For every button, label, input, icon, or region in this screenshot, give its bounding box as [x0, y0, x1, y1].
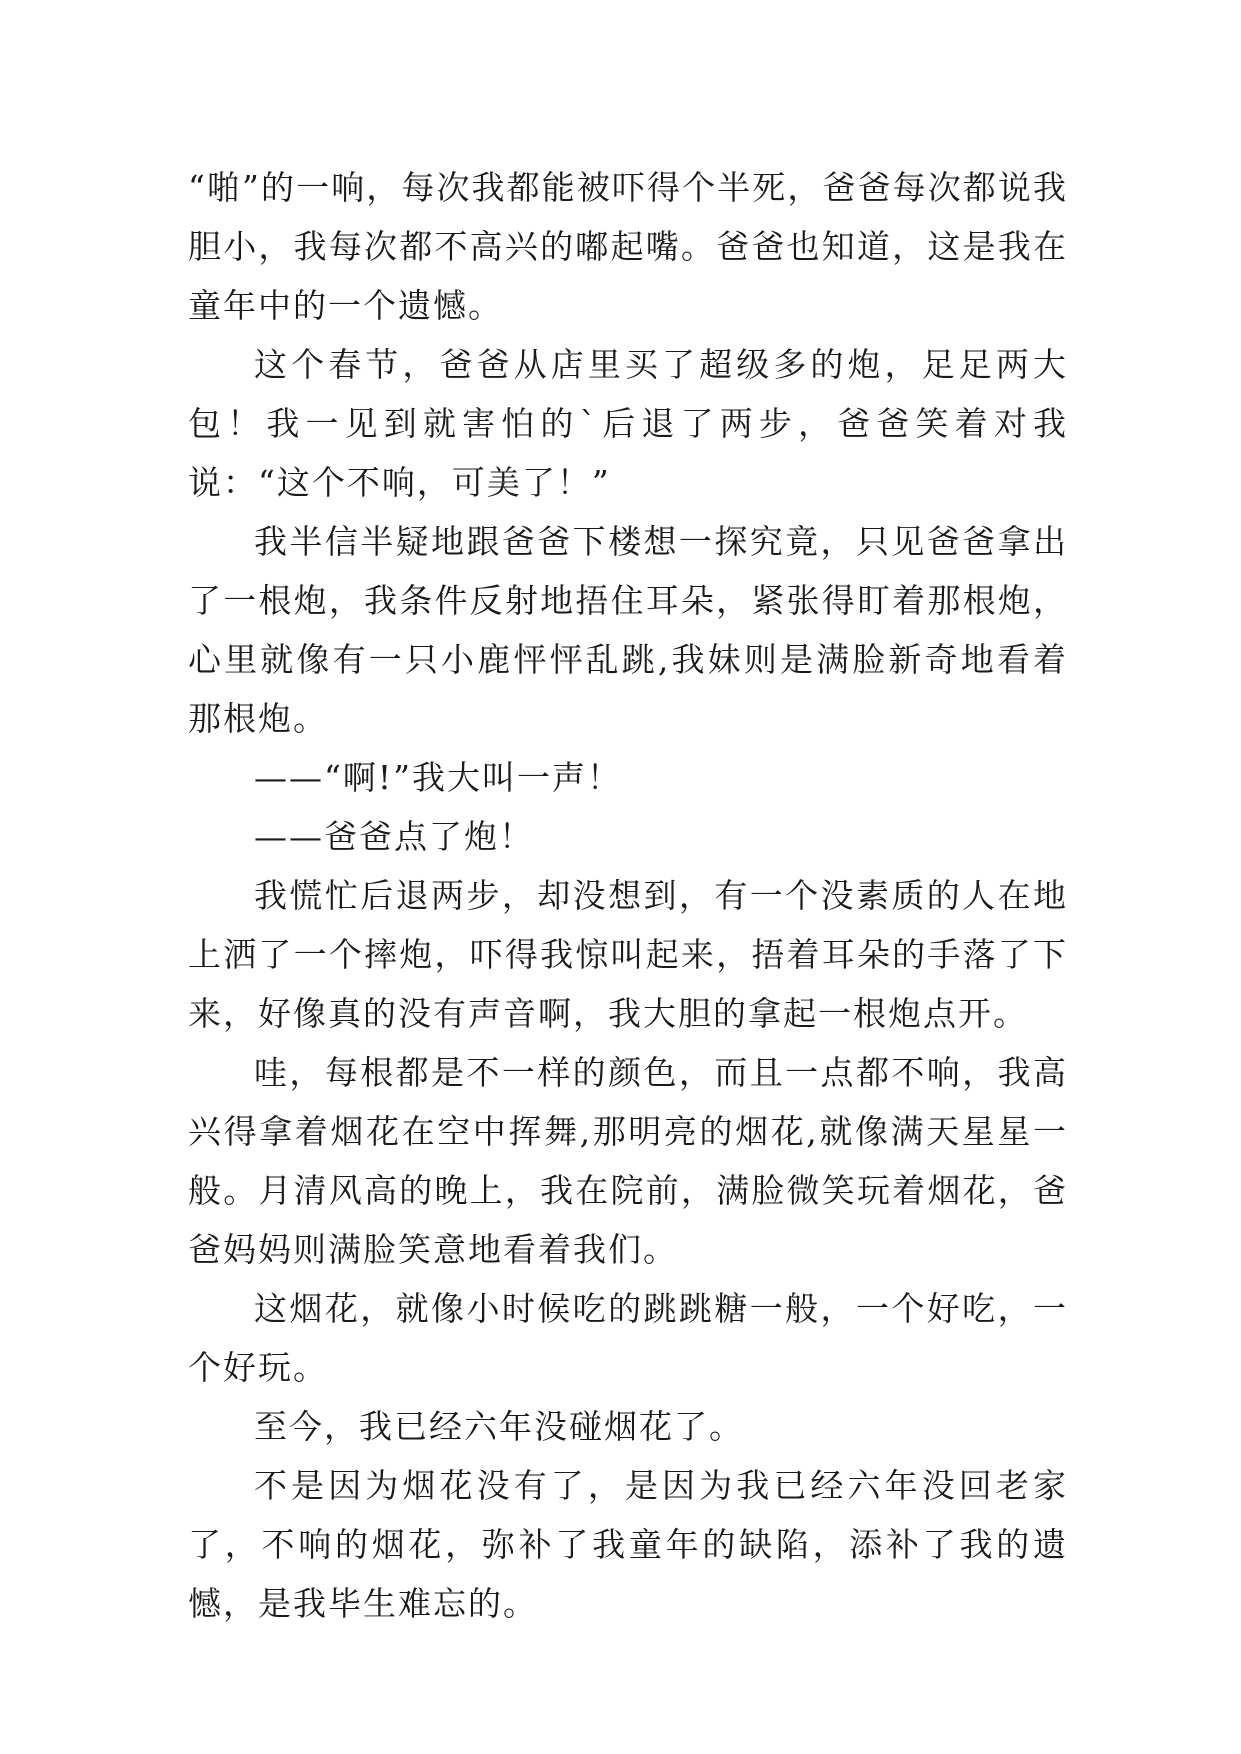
paragraph: 哇，每根都是不一样的颜色，而且一点都不响，我高兴得拿着烟花在空中挥舞,那明亮的烟花,就像满天星星一般。月清风高的晚上，我在院前，满脸微笑玩着烟花，爸爸妈妈则满脸笑意地看着我们。	[188, 1053, 1068, 1269]
document-body	[188, 158, 1068, 1633]
paragraph: 我半信半疑地跟爸爸下楼想一探究竟，只见爸爸拿出了一根炮，我条件反射地捂住耳朵，紧张得盯着那根炮，心里就像有一只小鹿怦怦乱跳,我妹则是满脸新奇地看着那根炮。	[188, 522, 1068, 738]
paragraph: 不是因为烟花没有了，是因为我已经六年没回老家了，不响的烟花，弥补了我童年的缺陷，添补了我的遗憾，是我毕生难忘的。	[188, 1466, 1068, 1623]
paragraph: ——爸爸点了炮！	[254, 817, 534, 856]
paragraph: 我慌忙后退两步，却没想到，有一个没素质的人在地上洒了一个摔炮，吓得我惊叫起来，捂着耳朵的手落了下来，好像真的没有声音啊，我大胆的拿起一根炮点开。	[188, 876, 1068, 1033]
paragraph: 这个春节，爸爸从店里买了超级多的炮，足足两大包！我一见到就害怕的`后退了两步，爸爸笑着对我说：“这个不响，可美了！”	[188, 345, 1068, 502]
paragraph: 这烟花，就像小时候吃的跳跳糖一般，一个好吃，一个好玩。	[188, 1289, 1068, 1387]
paragraph: 至今，我已经六年没碰烟花了。	[254, 1407, 744, 1446]
paragraph: “啪”的一响，每次我都能被吓得个半死，爸爸每次都说我胆小，我每次都不高兴的嘟起嘴。爸爸也知道，这是我在童年中的一个遗憾。	[188, 168, 1068, 325]
paragraph: ——“啊!”我大叫一声！	[254, 758, 623, 797]
